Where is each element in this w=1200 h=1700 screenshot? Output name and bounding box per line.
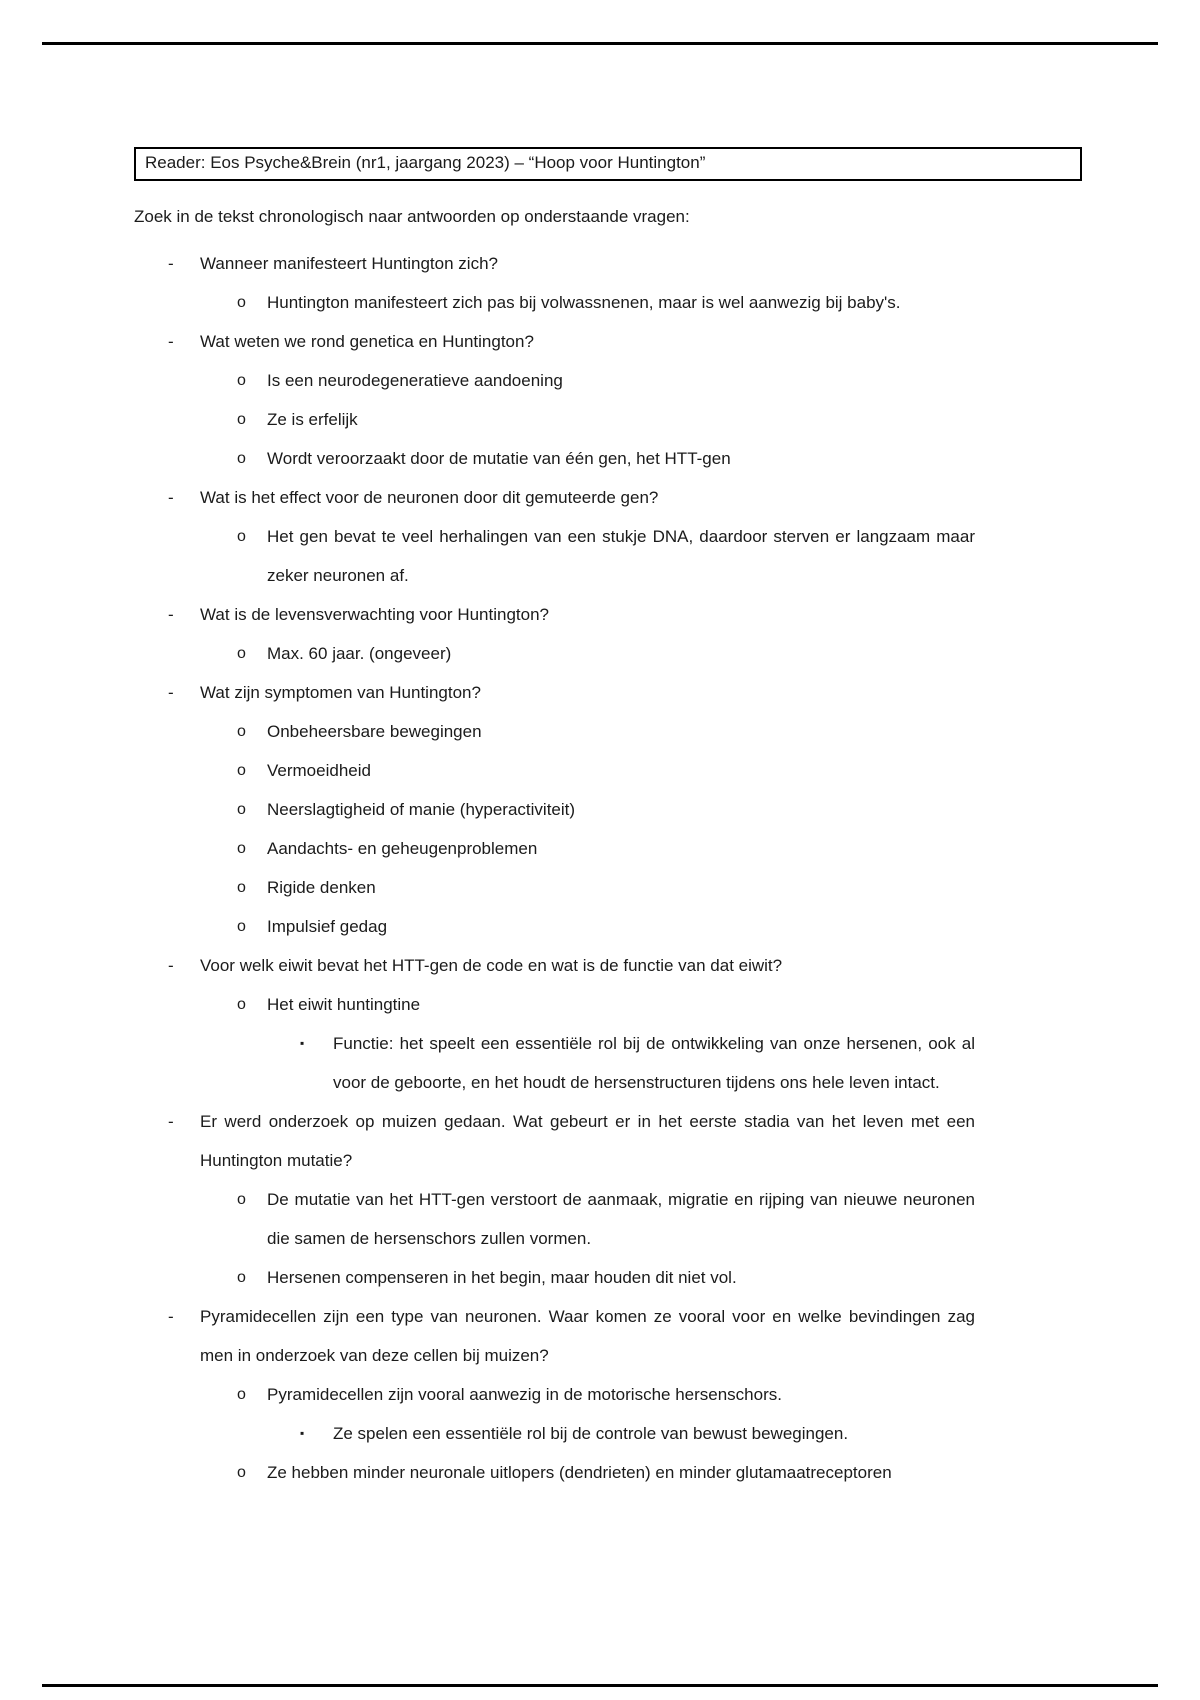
answer-text: Aandachts- en geheugenproblemen [267,839,538,858]
dash-bullet: - [168,1112,174,1131]
answer-item [134,985,975,1024]
circle-bullet: o [237,528,246,545]
answer-item [134,400,975,439]
question-text: Wat weten we rond genetica en Huntington? [200,332,534,351]
answer-text: Het gen bevat te veel herhalingen van een stukje DNA, daardoor sterven er langzaam maar zeker neuronen af. [267,527,975,585]
dash-bullet: - [168,488,174,507]
answer-item [134,907,975,946]
answer-item [134,712,975,751]
answer-item [134,1375,975,1414]
answer-text: Hersenen compenseren in het begin, maar houden dit niet vol. [267,1268,737,1287]
answer-item [134,517,975,595]
answer-text: De mutatie van het HTT-gen verstoort de aanmaak, migratie en rijping van nieuwe neuronen die samen de hersenschors zullen vormen. [267,1190,975,1248]
circle-bullet: o [237,918,246,935]
square-bullet: ▪ [300,1036,305,1050]
circle-bullet: o [237,411,246,428]
answer-text: Vermoeidheid [267,761,371,780]
answer-text: Het eiwit huntingtine [267,995,421,1014]
dash-bullet: - [168,1307,174,1326]
answer-item [134,1258,975,1297]
circle-bullet: o [237,645,246,662]
question-item [134,595,975,634]
question-text: Wat is het effect voor de neuronen door dit gemuteerde gen? [200,488,659,507]
answer-text: Impulsief gedag [267,917,388,936]
dash-bullet: - [168,605,174,624]
question-text: Er werd onderzoek op muizen gedaan. Wat gebeurt er in het eerste stadia van het leven met een Huntington mutatie? [200,1112,975,1170]
content-area [134,147,1082,1492]
answer-text: Neerslagtigheid of manie (hyperactiviteit) [267,800,576,819]
question-item [134,1102,975,1180]
dash-bullet: - [168,956,174,975]
answer-item [134,1180,975,1258]
circle-bullet: o [237,1191,246,1208]
sub-answer-item [134,1414,975,1453]
circle-bullet: o [237,996,246,1013]
sub-answer-item [134,1024,975,1102]
intro-text: Zoek in de tekst chronologisch naar antwoorden op onderstaande vragen: [134,207,690,226]
question-item [134,478,975,517]
answer-text: Rigide denken [267,878,376,897]
circle-bullet: o [237,1464,246,1481]
circle-bullet: o [237,879,246,896]
sub-answer-text: Ze spelen een essentiële rol bij de controle van bewust bewegingen. [333,1424,849,1443]
circle-bullet: o [237,372,246,389]
circle-bullet: o [237,450,246,467]
question-text: Wanneer manifesteert Huntington zich? [200,254,498,273]
answer-text: Is een neurodegeneratieve aandoening [267,371,563,390]
square-bullet: ▪ [300,1426,305,1440]
top-rule [42,42,1158,45]
circle-bullet: o [237,840,246,857]
answer-text: Wordt veroorzaakt door de mutatie van één gen, het HTT-gen [267,449,731,468]
question-text: Voor welk eiwit bevat het HTT-gen de code en wat is de functie van dat eiwit? [200,956,783,975]
answer-item [134,1453,975,1492]
answer-item [134,868,975,907]
bottom-rule [42,1684,1158,1687]
answer-text: Pyramidecellen zijn vooral aanwezig in de motorische hersenschors. [267,1385,782,1404]
answer-item [134,829,975,868]
circle-bullet: o [237,801,246,818]
circle-bullet: o [237,1269,246,1286]
answer-item [134,439,975,478]
question-item [134,673,975,712]
answer-text: Onbeheersbare bewegingen [267,722,482,741]
question-item [134,244,975,283]
answer-text: Ze is erfelijk [267,410,358,429]
circle-bullet: o [237,294,246,311]
dash-bullet: - [168,254,174,273]
question-text: Wat zijn symptomen van Huntington? [200,683,481,702]
qa-list [134,244,975,1492]
answer-text: Huntington manifesteert zich pas bij volwassnenen, maar is wel aanwezig bij baby's. [267,293,901,312]
answer-item [134,634,975,673]
question-item [134,946,975,985]
answer-item [134,283,975,322]
dash-bullet: - [168,332,174,351]
sub-answer-text: Functie: het speelt een essentiële rol bij de ontwikkeling van onze hersenen, ook al voor de geboorte, en het houdt de hersenstructuren tijdens ons hele leven intact. [333,1034,975,1092]
document-title: Reader: Eos Psyche&Brein (nr1, jaargang 2023) – “Hoop voor Huntington” [145,153,706,172]
circle-bullet: o [237,1386,246,1403]
answer-item [134,361,975,400]
question-item [134,322,975,361]
answer-item [134,790,975,829]
answer-text: Max. 60 jaar. (ongeveer) [267,644,452,663]
circle-bullet: o [237,723,246,740]
dash-bullet: - [168,683,174,702]
question-text: Pyramidecellen zijn een type van neuronen. Waar komen ze vooral voor en welke bevindingen zag men in onderzoek van deze cellen bij muizen? [200,1307,975,1365]
question-item [134,1297,975,1375]
circle-bullet: o [237,762,246,779]
answer-text: Ze hebben minder neuronale uitlopers (dendrieten) en minder glutamaatreceptoren [267,1463,892,1482]
answer-item [134,751,975,790]
question-text: Wat is de levensverwachting voor Huntington? [200,605,549,624]
title-box [134,147,1082,181]
